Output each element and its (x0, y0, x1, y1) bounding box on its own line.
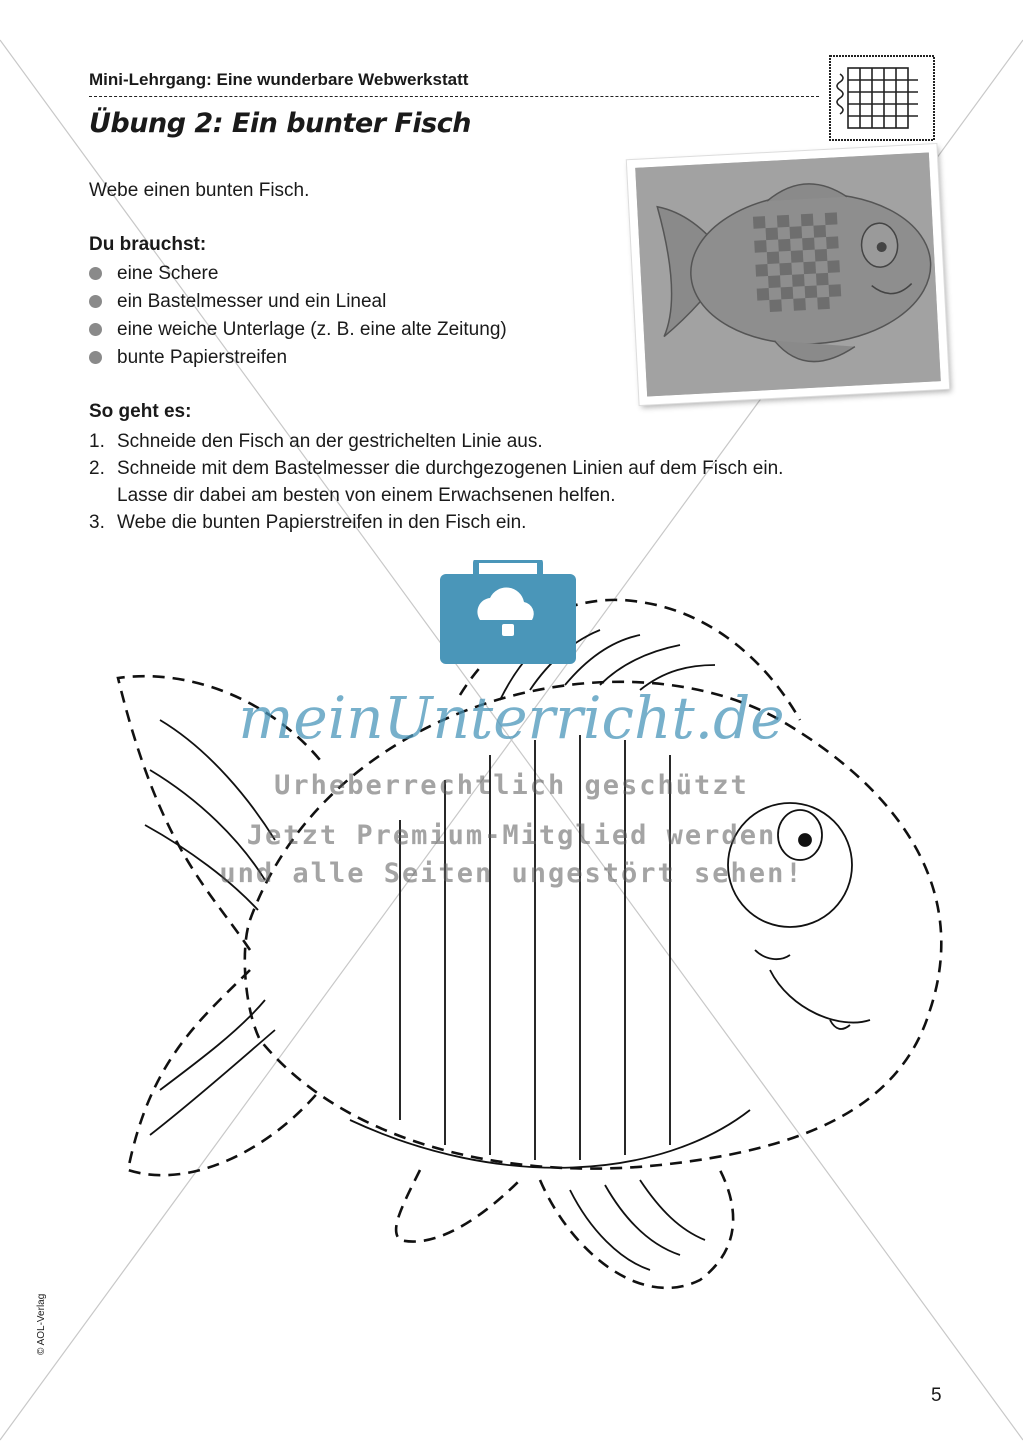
watermark-line-3: und alle Seiten ungestört sehen! (219, 858, 804, 889)
header-title: Mini-Lehrgang: Eine wunderbare Webwerkstatt (89, 70, 469, 89)
list-item: 3. Webe die bunten Papierstreifen in den Fisch ein. (89, 512, 527, 533)
watermark-line-2: Jetzt Premium-Mitglied werden (246, 820, 777, 851)
steps-heading: So geht es: (89, 401, 192, 422)
header-divider (89, 96, 819, 97)
list-item: eine weiche Unterlage (z. B. eine alte Zeitung) (89, 318, 507, 346)
list-item: eine Schere (89, 262, 507, 290)
fish-photo (627, 144, 949, 405)
exercise-intro: Webe einen bunten Fisch. (89, 180, 310, 201)
bullet-icon (89, 323, 102, 336)
bullet-icon (89, 351, 102, 364)
exercise-title: Übung 2: Ein bunter Fisch (89, 108, 471, 139)
briefcase-cloud-icon (440, 560, 576, 664)
watermark-brand: meinUnterricht.de (238, 684, 785, 752)
list-item: bunte Papierstreifen (89, 346, 507, 374)
steps-list (89, 428, 783, 536)
list-item: 2. Schneide mit dem Bastelmesser die durchgezogenen Linien auf dem Fisch ein. Lasse dir dabei am besten von einem Erwachsenen helfen. (89, 458, 784, 506)
weaving-icon (826, 52, 938, 144)
woven-fish-image (635, 152, 941, 396)
page-number: 5 (931, 1385, 942, 1406)
bullet-icon (89, 295, 102, 308)
materials-heading: Du brauchst: (89, 234, 207, 255)
bullet-icon (89, 267, 102, 280)
copyright: © AOL-Verlag (36, 1293, 47, 1355)
materials-list (89, 262, 507, 374)
list-item: 1. Schneide den Fisch an der gestrichelten Linie aus. (89, 431, 543, 452)
list-item: ein Bastelmesser und ein Lineal (89, 290, 507, 318)
watermark-line-1: Urheberrechtlich geschützt (274, 770, 749, 801)
